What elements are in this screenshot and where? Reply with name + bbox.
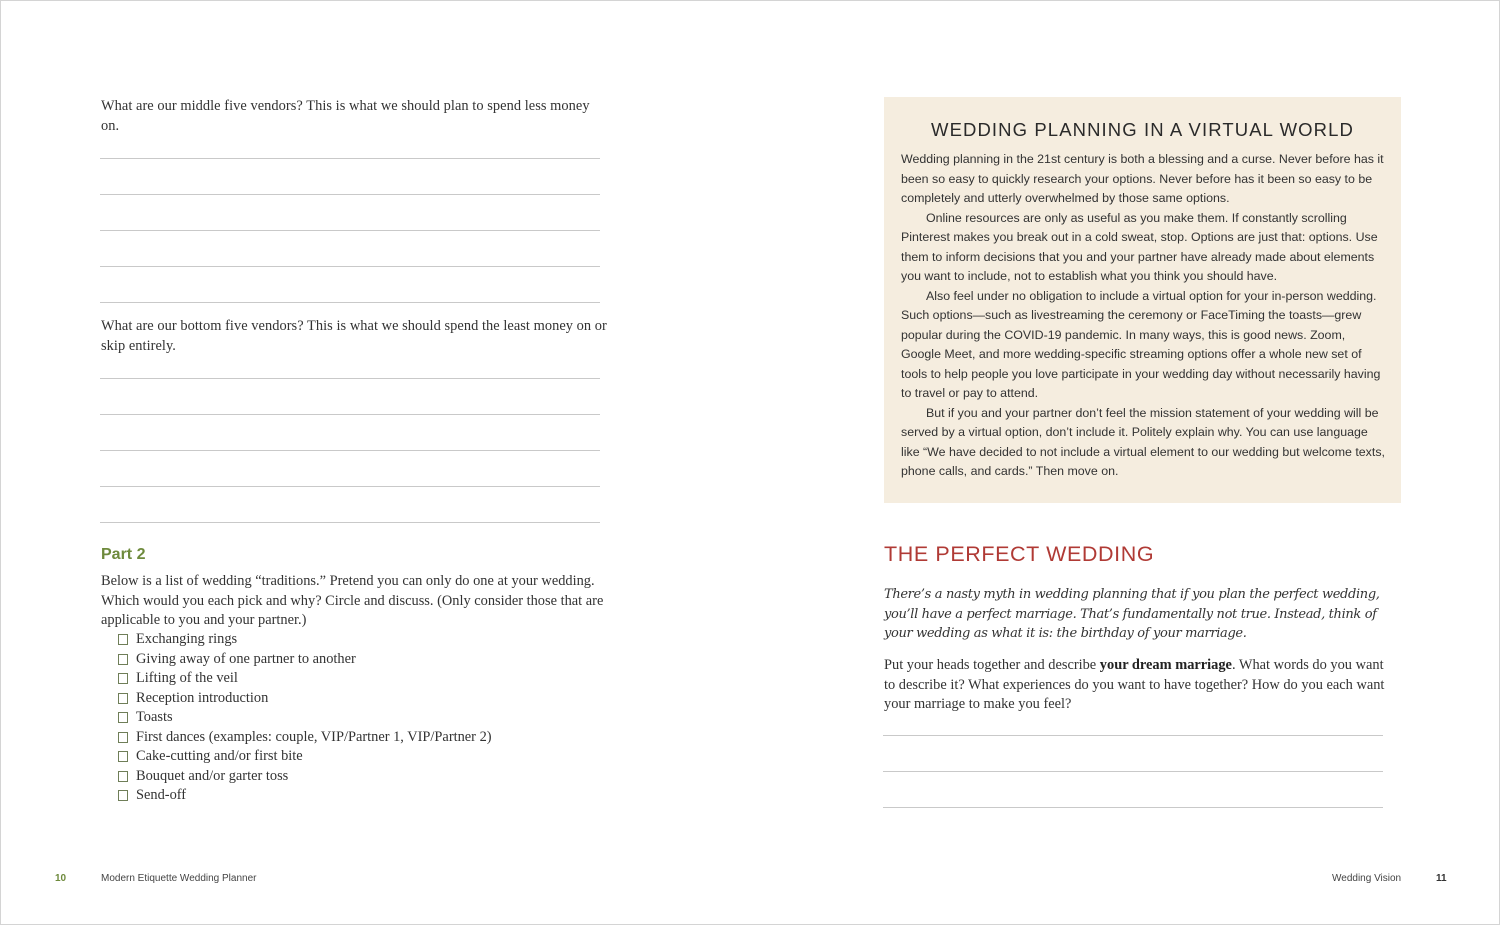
sidebar-paragraph: But if you and your partner don’t feel the mission statement of your wedding will be served by a virtual option, don’t include it. Politely explain why. You can use language like “We have decided to not include a virtual element to our wedding but welcome texts, phone calls, and cards.” Then move on. — [901, 405, 1385, 478]
write-line[interactable] — [100, 158, 600, 159]
checkbox-icon[interactable] — [118, 634, 128, 645]
write-line[interactable] — [100, 522, 600, 523]
checklist-item-label: Giving away of one partner to another — [136, 650, 356, 667]
write-line[interactable] — [883, 735, 1383, 736]
traditions-checklist — [118, 630, 492, 806]
checkbox-icon[interactable] — [118, 790, 128, 801]
checklist-item-label: Exchanging rings — [136, 631, 238, 647]
checklist-item[interactable] — [118, 669, 492, 689]
checkbox-icon[interactable] — [118, 673, 128, 684]
checklist-item-label: Lifting of the veil — [136, 670, 238, 686]
question-middle-vendors: What are our middle five vendors? This is what we should plan to spend less money on. — [101, 98, 590, 134]
sidebar-paragraph: Online resources are only as useful as you make them. If constantly scrolling Pinterest makes you break out in a cold sweat, stop. Options are just that: options. Use them to inform decisions that you and your partner have already made about elements you want to include, not to establish what you think you should have. — [901, 210, 1378, 283]
write-line[interactable] — [100, 302, 600, 303]
sidebar-title: WEDDING PLANNING IN A VIRTUAL WORLD — [931, 119, 1354, 140]
write-line[interactable] — [100, 230, 600, 231]
checkbox-icon[interactable] — [118, 712, 128, 723]
checklist-item[interactable] — [118, 767, 492, 787]
write-line[interactable] — [883, 771, 1383, 772]
checklist-item[interactable] — [118, 708, 492, 728]
checklist-item-label: Send-off — [136, 787, 187, 803]
prompt-text: Put your heads together and describe — [884, 657, 1100, 673]
sidebar-text — [901, 150, 1386, 482]
write-line[interactable] — [100, 486, 600, 487]
left-running-footer: Modern Etiquette Wedding Planner — [101, 873, 257, 884]
checklist-item-label: Bouquet and/or garter toss — [136, 767, 289, 784]
dream-marriage-prompt — [884, 656, 1394, 715]
checklist-item[interactable] — [118, 728, 492, 748]
checklist-item-label: Toasts — [136, 709, 173, 725]
checklist-item-label: First dances (examples: couple, VIP/Partner 1, VIP/Partner 2) — [136, 728, 492, 745]
checklist-item-label: Cake-cutting and/or first bite — [136, 748, 303, 764]
checklist-item[interactable] — [118, 650, 492, 670]
write-line[interactable] — [883, 807, 1383, 808]
checklist-item[interactable] — [118, 747, 492, 767]
sidebar-paragraph: Wedding planning in the 21st century is both a blessing and a curse. Never before has it been so easy to quickly research your options. Never before has it been so easy to be completely and utterly overwhelmed by those same options. — [901, 152, 1384, 205]
prompt-emphasis: your dream marriage — [1099, 657, 1232, 673]
checklist-item[interactable] — [118, 689, 492, 709]
write-line[interactable] — [100, 266, 600, 267]
sidebar-paragraph: Also feel under no obligation to include a virtual option for your in-person wedding. Such options—such as livestreaming the ceremony or FaceTiming the toasts—grew popular during the COVID-19 pandemic. In many ways, this is good news. Zoom, Google Meet, and more wedding-specific streaming options offer a whole new set of tools to help people you love participate in your wedding day without necessarily having to travel or pay to attend. — [901, 288, 1381, 400]
checkbox-icon[interactable] — [118, 693, 128, 704]
question-bottom-vendors: What are our bottom five vendors? This is what we should spend the least money on or skip entirely. — [101, 318, 607, 354]
checkbox-icon[interactable] — [118, 732, 128, 743]
checklist-item-label: Reception introduction — [136, 689, 269, 706]
checkbox-icon[interactable] — [118, 751, 128, 762]
left-page-number: 10 — [55, 873, 67, 884]
checklist-item[interactable] — [118, 630, 492, 650]
checkbox-icon[interactable] — [118, 654, 128, 665]
section-intro: There’s a nasty myth in wedding planning that if you plan the perfect wedding, you’ll have a perfect marriage. That’s fundamentally not true. Instead, think of your wedding as what it is: the birthday of your marriage. — [884, 587, 1380, 642]
checklist-item[interactable] — [118, 786, 492, 806]
write-line[interactable] — [100, 414, 600, 415]
part-2-instructions: Below is a list of wedding “traditions.” Pretend you can only do one at your wedding. Which would you each pick and why? Circle and discuss. (Only consider those that are applicable to you and your partner.) — [101, 573, 604, 629]
right-page-number: 11 — [1436, 873, 1447, 884]
write-line[interactable] — [100, 450, 600, 451]
prompt-text: . What words do you want to describe it? What experiences do you want to have together? How do you each want your marriage to make you feel? — [884, 657, 1385, 713]
right-running-footer: Wedding Vision — [1332, 873, 1402, 884]
part-2-heading: Part 2 — [101, 546, 146, 563]
write-line[interactable] — [100, 194, 600, 195]
section-title: THE PERFECT WEDDING — [884, 542, 1155, 566]
checkbox-icon[interactable] — [118, 771, 128, 782]
write-line[interactable] — [100, 378, 600, 379]
